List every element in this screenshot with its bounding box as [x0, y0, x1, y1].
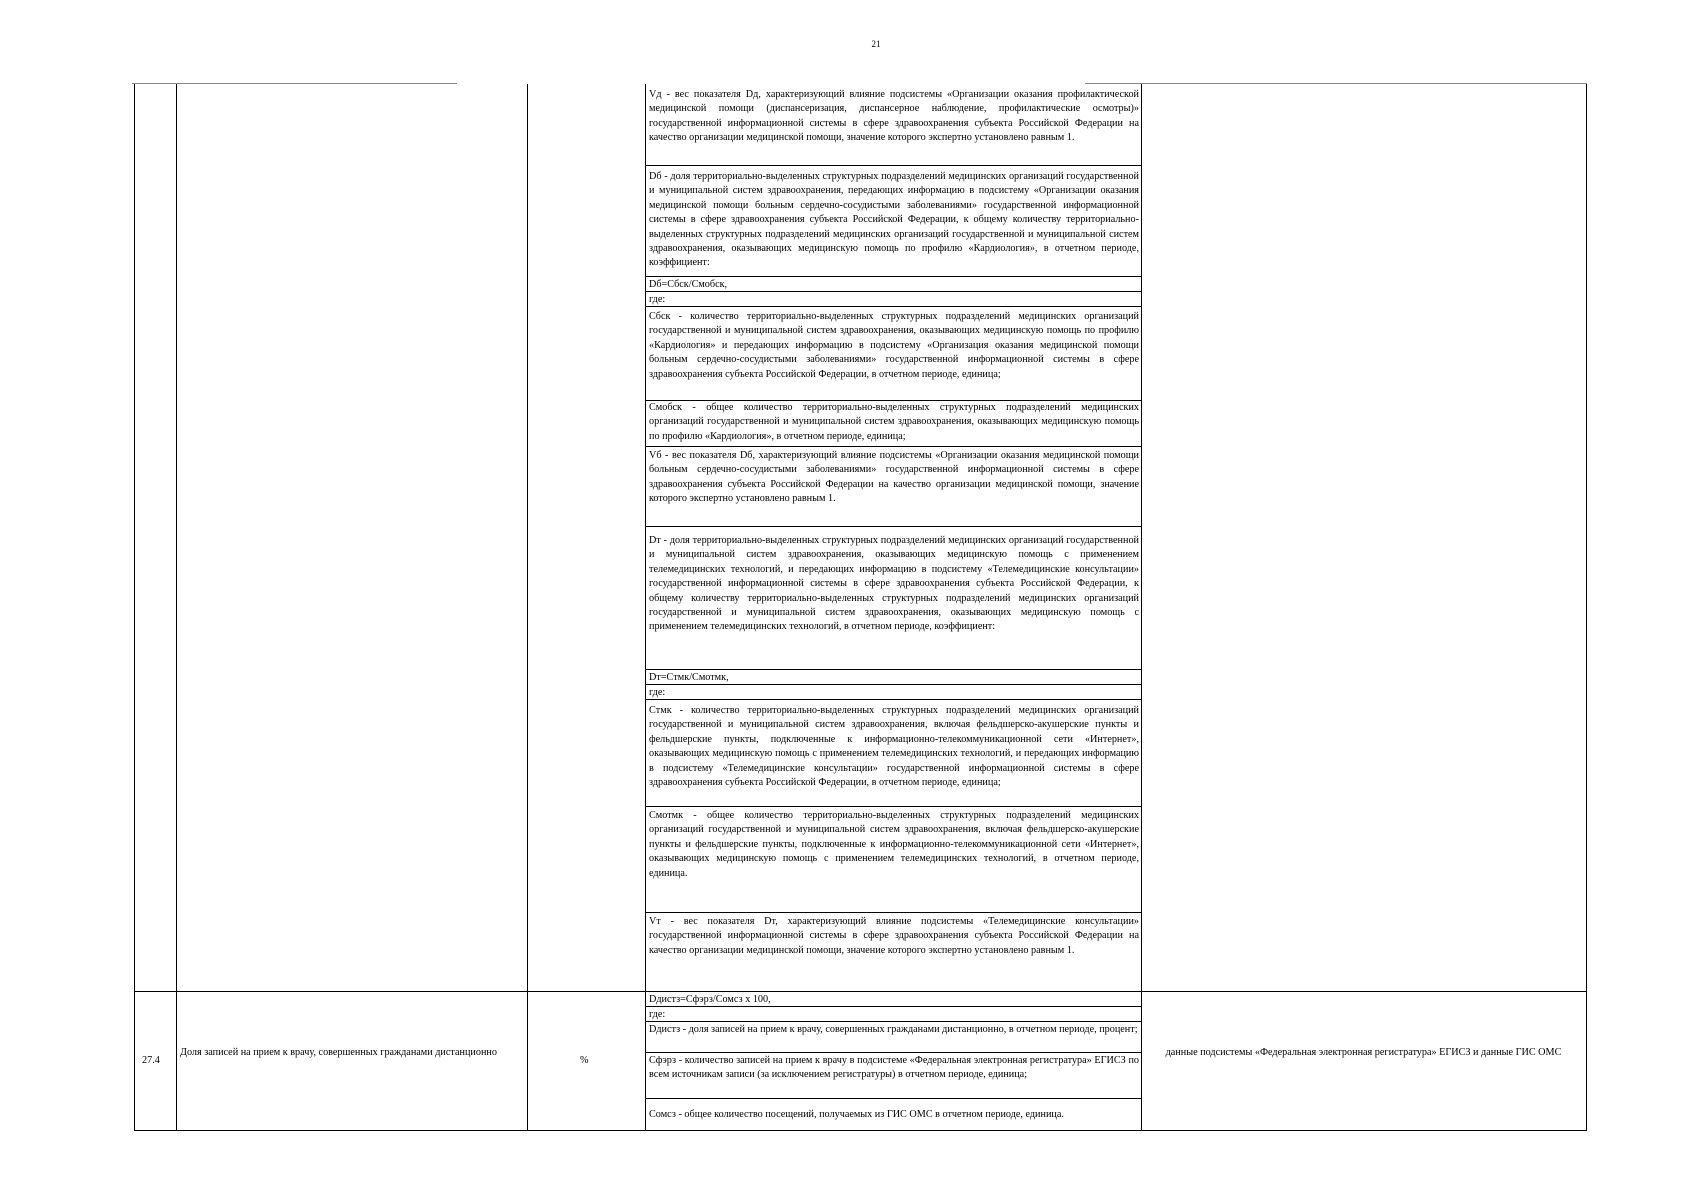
method-where: где:: [649, 294, 666, 305]
method-text-dt: Dт - доля территориально-выделенных структурных подразделений медицинских организаций государственной и муниципальной систем здравоохранения, оказывающих медицинскую помощь с применением телемедицинских технологий, и передающих информацию в подсистему «Телемедицинские консультации» государственной информационной системы в сфере здравоохранения субъекта Российской Федерации, к общему количеству территориально-выделенных структурных подразделений медицинских организаций государственной и муниципальной систем здравоохранения, оказывающих медицинскую помощь с применением телемедицинских технологий, в отчетном периоде, коэффициент:: [649, 535, 1139, 633]
table-border-bottom: [134, 1130, 1587, 1131]
row-number: 27.4: [142, 1055, 160, 1066]
table-border-left: [134, 84, 135, 1131]
method-text-cmobsk: Cмобск - общее количество территориально-выделенных структурных подразделений медицинских организаций государственной и муниципальной систем здравоохранения, оказывающих медицинскую помощь по профилю «Кардиология», в отчетном периоде, единица;: [649, 402, 1139, 442]
table-border-right: [1586, 84, 1587, 1131]
method-text-ctmk: Cтмк - количество территориально-выделенных структурных подразделений медицинских организаций государственной и муниципальной систем здравоохранения, включая фельдшерско-акушерские пункты и фельдшерские пункты, подключенные к информационно-телекоммуникационной сети «Интернет», оказывающих медицинскую помощь с применением телемедицинских технологий, и передающих информацию в подсистему «Телемедицинские консультации» государственной информационной системы в сфере здравоохранения субъекта Российской Федерации, в отчетном периоде, единица;: [649, 705, 1139, 789]
method-text-cbsk: Cбск - количество территориально-выделенных структурных подразделений медицинских организаций государственной и муниципальной систем здравоохранения, оказывающих медицинскую помощь по профилю «Кардиология» и передающих информацию в подсистему «Организация оказания медицинской помощи больным сердечно-сосудистыми заболеваниями» государственной информационной системы в сфере здравоохранения субъекта Российской Федерации, в отчетном периоде, единица;: [649, 311, 1139, 380]
scan-artifact: [132, 83, 457, 84]
method-text-cmotmk: Cмотмк - общее количество территориально-выделенных структурных подразделений медицинских организаций государственной и муниципальной систем здравоохранения, включая фельдшерско-акушерские пункты и фельдшерские пункты, подключенные к информационно-телекоммуникационной сети «Интернет», оказывающих медицинскую помощь с применением телемедицинских технологий, в отчетном периоде, единица.: [649, 810, 1139, 879]
method-block-separator: [645, 669, 1142, 670]
col-border-number: [176, 84, 177, 1131]
method-block-separator: [645, 276, 1142, 277]
method-text-comsz: Cомсз - общее количество посещений, получаемых из ГИС ОМС в отчетном периоде, единица.: [649, 1109, 1064, 1120]
indicator-table: [134, 84, 1587, 1131]
method-text-ddistz: Dдистз - доля записей на прием к врачу, совершенных гражданами дистанционно, в отчетном периоде, процент;: [649, 1024, 1138, 1035]
method-text-cferz: Cфэрз - количество записей на прием к врачу в подсистеме «Федеральная электронная регистратура» ЕГИСЗ по всем источникам записи (за исключением регистратуры) в отчетном периоде, единица;: [649, 1055, 1139, 1081]
method-text-vd: Vд - вес показателя Dд, характеризующий влияние подсистемы «Организации оказания профилактической медицинской помощи (диспансеризация, диспансерное наблюдение, профилактические осмотры)» государственной информационной системы в сфере здравоохранения субъекта Российской Федерации на качество организации медицинской помощи, значение которого экспертно установлено равным 1.: [649, 89, 1139, 144]
method-block-separator: [645, 912, 1142, 913]
col-border-name: [527, 84, 528, 1131]
row-separator-27-4: [134, 991, 1587, 992]
method-text-vt: Vт - вес показателя Dт, характеризующий влияние подсистемы «Телемедицинские консультации» государственной информационной системы в сфере здравоохранения субъекта Российской Федерации на качество организации медицинской помощи, значение которого экспертно установлено равным 1.: [649, 916, 1139, 956]
scan-artifact: [1085, 83, 1587, 84]
method-block-separator: [645, 1098, 1142, 1099]
method-where: где:: [649, 687, 666, 698]
method-block-separator: [645, 526, 1142, 527]
method-formula-db: Dб=Cбск/Cмобск,: [649, 279, 728, 290]
unit-of-measure: %: [580, 1055, 589, 1066]
method-text-db: Dб - доля территориально-выделенных структурных подразделений медицинских организаций государственной и муниципальной систем здравоохранения, передающих информацию в подсистему «Организации оказания медицинской помощи больным сердечно-сосудистыми заболеваниями» государственной информационной системы в сфере здравоохранения субъекта Российской Федерации, к общему количеству территориально-выделенных структурных подразделений медицинских организаций государственной и муниципальной систем здравоохранения, оказывающих медицинскую помощь по профилю «Кардиология», в отчетном периоде, коэффициент:: [649, 171, 1139, 269]
data-source: данные подсистемы «Федеральная электронная регистратура» ЕГИСЗ и данные ГИС ОМС: [1165, 1047, 1562, 1058]
method-text-vb: Vб - вес показателя Dб, характеризующий влияние подсистемы «Организации оказания медицинской помощи больным сердечно-сосудистыми заболеваниями» государственной информационной системы в сфере здравоохранения субъекта Российской Федерации на качество организации медицинской помощи, значение которого экспертно установлено равным 1.: [649, 450, 1139, 505]
method-block-separator: [645, 806, 1142, 807]
method-where: где:: [649, 1009, 666, 1020]
col-border-unit: [645, 84, 646, 1131]
method-block-separator: [645, 165, 1142, 166]
page-number: 21: [871, 39, 881, 49]
col-border-method-right: [1141, 84, 1142, 1131]
method-block-separator: [645, 446, 1142, 447]
method-formula-ddistz: Dдистз=Cфэрз/Cомсз х 100,: [649, 994, 771, 1005]
method-block-separator: [645, 1052, 1142, 1053]
method-formula-dt: Dт=Cтмк/Cмотмк,: [649, 672, 729, 683]
indicator-name: Доля записей на прием к врачу, совершенных гражданами дистанционно: [180, 1047, 497, 1058]
